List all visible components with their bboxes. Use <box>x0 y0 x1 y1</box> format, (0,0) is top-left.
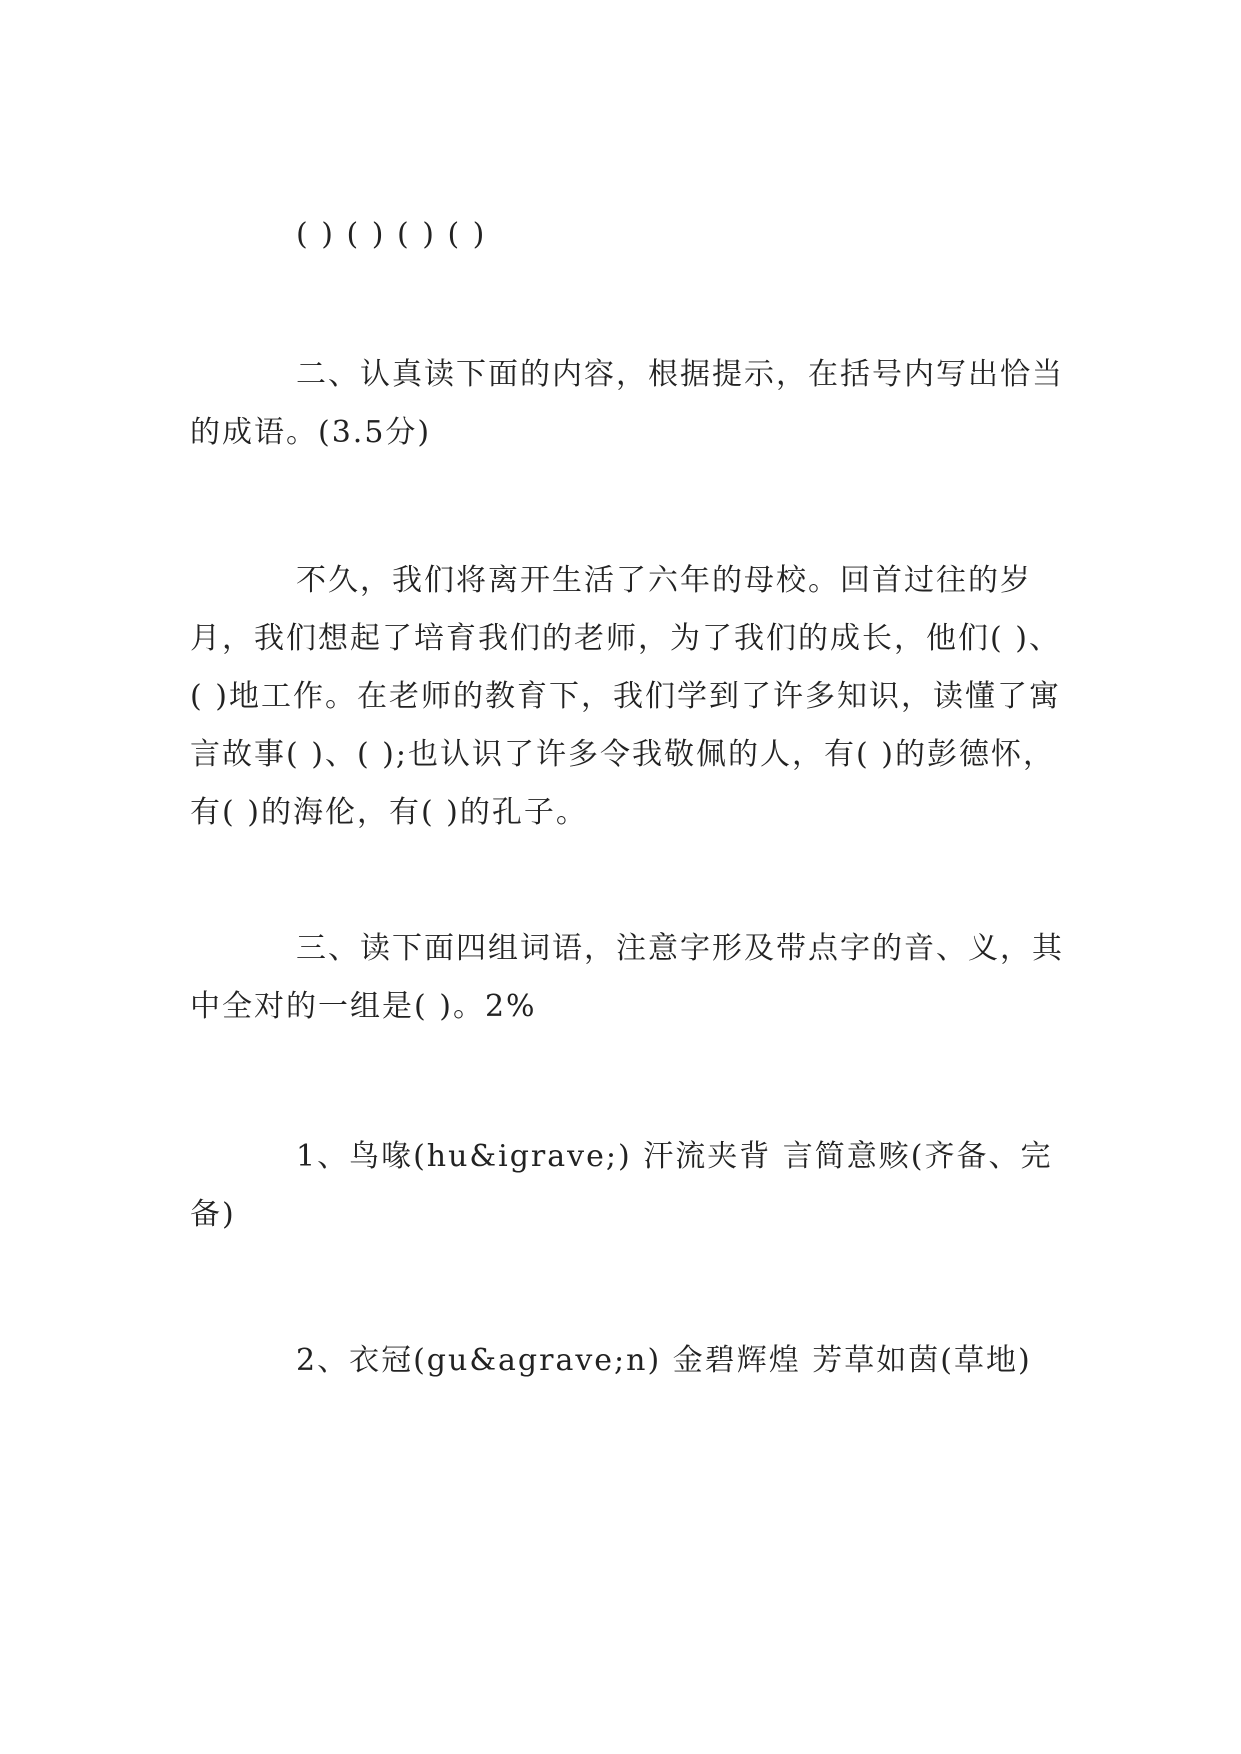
question-three-heading: 三、读下面四组词语，注意字形及带点字的音、义，其中全对的一组是( )。2% <box>190 931 1064 1024</box>
answer-blanks-line: ( ) ( ) ( ) ( ) <box>296 217 487 252</box>
question-two-passage: 不久，我们将离开生活了六年的母校。回首过往的岁月，我们想起了培育我们的老师，为了我们的成长，他们( )、( )地工作。在老师的教育下，我们学到了许多知识，读懂了寓言故事( )、( );也认识了许多令我敬佩的人，有( )的彭德怀，有( )的海伦，有( )的孔子。 <box>190 563 1061 830</box>
option-one: 1、鸟喙(hu&igrave;) 汗流夹背 言简意赅(齐备、完备) <box>190 1139 1053 1232</box>
question-two-heading: 二、认真读下面的内容，根据提示，在括号内写出恰当的成语。(3.5分) <box>190 357 1064 450</box>
option-two: 2、衣冠(gu&agrave;n) 金碧辉煌 芳草如茵(草地) <box>296 1343 1032 1378</box>
